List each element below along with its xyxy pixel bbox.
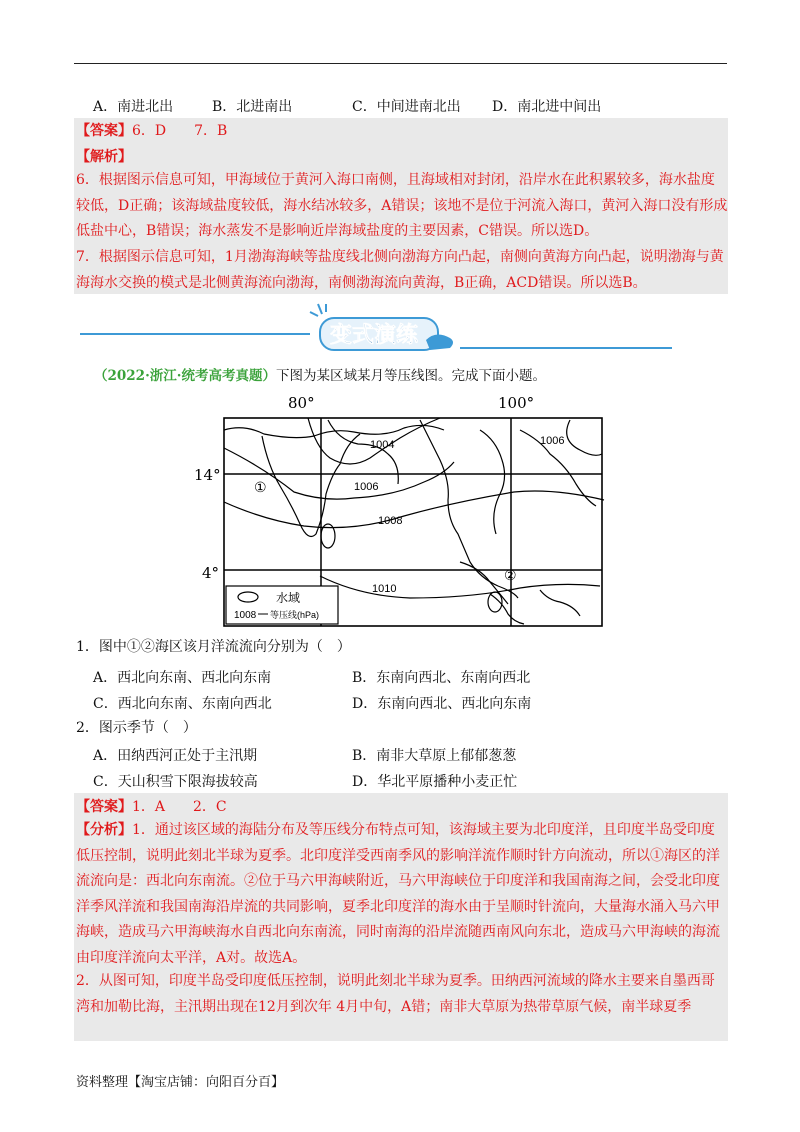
legend-isobar-value: 1008 (234, 610, 257, 621)
option-b: B．北进南出 (212, 99, 293, 115)
q2-option-a: A．田纳西河正处于主汛期 (93, 748, 258, 764)
question-stem: 下图为某区域某月等压线图。完成下面小题。 (275, 368, 546, 384)
q1-option-a: A．西北向东南、西北向东南 (93, 670, 272, 686)
q1-option-d: D．东南向西北、西北向东南 (352, 696, 532, 712)
page-footer: 资料整理【淘宝店铺：向阳百分百】 (76, 1075, 285, 1090)
analysis-paragraph-6: 6．根据图示信息可知，甲海域位于黄河入海口南侧，且海域相对封闭，沿岸水在此积累较多，海水盐度较低，D正确；该海域盐度较低，海水结冰较多，A错误；该地不是位于河流入海口，黄河入海口没有形成低盐中心，B错误；海水蒸发不是影响近岸海域盐度的主要因素，C错误。所以选D。 (76, 172, 728, 239)
question-source: （2022·浙江·统考高考真题） (94, 368, 276, 384)
lon-label-80: 80° (288, 394, 315, 412)
analysis-paragraph-2: 2．从图可知，印度半岛受印度低压控制，说明此刻北半球为夏季。田纳西河流域的降水主要来自墨西哥湾和加勒比海，主汛期出现在12月到次年 4月中旬，A错；南非大草原为热带草原气候，南半球夏季 (76, 973, 715, 1015)
question-intro (94, 366, 546, 386)
q1-option-c: C．西北向东南、东南向西北 (93, 696, 272, 712)
analysis-label-1: 【解析】 (76, 149, 132, 165)
banner-title: 变式演练 (330, 323, 419, 348)
sparkle-icon (310, 304, 326, 316)
q2-option-b: B．南非大草原上郁郁葱葱 (352, 748, 517, 764)
answer-text: 6．D 7．B (132, 123, 228, 139)
legend-isobar-text: 等压线(hPa) (270, 610, 320, 620)
isobar-map (190, 390, 610, 630)
answer-text-2: 1．A 2．C (132, 799, 227, 815)
lat-label-14: 14° (194, 466, 221, 484)
q1-stem: 1．图中①②海区该月洋流流向分别为（ ） (76, 639, 351, 655)
lat-label-4: 4° (202, 564, 220, 582)
isobar-label-1004: 1004 (370, 439, 395, 451)
option-c: C．中间进南北出 (352, 99, 461, 115)
lon-label-100: 100° (498, 394, 535, 412)
answer-label: 【答案】 (76, 123, 132, 139)
marker-1: ① (254, 480, 267, 496)
q2-option-c: C．天山积雪下限海拔较高 (93, 774, 258, 790)
isobar-label-1006: 1006 (354, 481, 379, 493)
q2-option-d: D．华北平原播种小麦正忙 (352, 774, 518, 790)
answer-line-2 (76, 797, 227, 817)
option-a: A．南进北出 (93, 99, 174, 115)
header-rule (74, 63, 727, 64)
isobar-label-1006-east: 1006 (540, 435, 565, 447)
q2-stem: 2．图示季节（ ） (76, 720, 197, 736)
legend-water-text: 水域 (276, 591, 301, 605)
q1-option-b: B．东南向西北、东南向西北 (352, 670, 531, 686)
answer-line-1 (76, 121, 227, 141)
isobar-label-1010: 1010 (372, 583, 397, 595)
option-d: D．南北进中间出 (492, 99, 602, 115)
answer-label-2: 【答案】 (76, 799, 132, 815)
isobar-label-1008: 1008 (378, 515, 403, 527)
marker-2: ② (504, 568, 517, 584)
analysis-paragraph-7: 7．根据图示信息可知，1月渤海海峡等盐度线北侧向渤海方向凸起，南侧向黄海方向凸起，说明渤海与黄海海水交换的模式是北侧黄海流向渤海，南侧渤海流向黄海，B正确，ACD错误。所以选B。 (76, 249, 724, 291)
section-banner (80, 300, 672, 354)
analysis-paragraph-1: 【分析】1．通过该区域的海陆分布及等压线分布特点可知，该海域主要为北印度洋，且印度半岛受印度低压控制，说明此刻北半球为夏季。北印度洋受西南季风的影响洋流作顺时针方向流动，所以①海区的洋流流向是：西北向东南流。②位于马六甲海峡附近，马六甲海峡位于印度洋和我国南海之间，会受北印度洋季风洋流和我国南海沿岸流的共同影响，夏季北印度洋的海水由于呈顺时针流向，大量海水涌入马六甲海峡，造成马六甲海峡海水自西北向东南流，同时南海的沿岸流随西南风向东北，造成马六甲海峡的海流由印度洋流向太平洋，A对。故选A。 (76, 822, 720, 966)
